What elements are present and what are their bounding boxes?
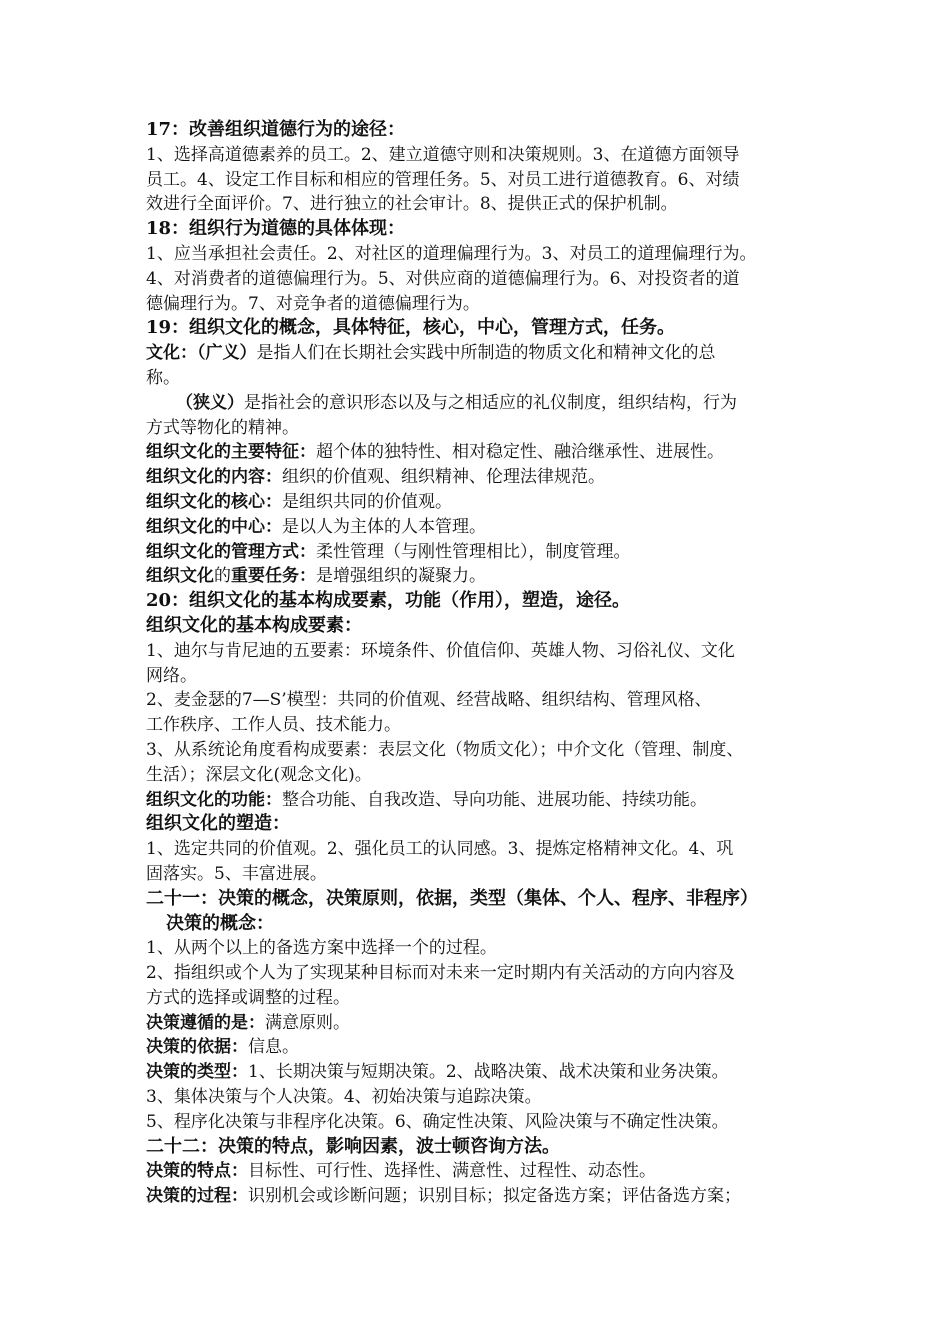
body-text: 的 bbox=[214, 566, 231, 587]
bold-heading-text: 20：组织文化的基本构成要素，功能（作用），塑造，途径。 bbox=[146, 590, 631, 612]
text-line bbox=[146, 688, 826, 713]
bold-heading-text: 决策的概念： bbox=[166, 912, 274, 934]
text-line bbox=[146, 862, 826, 887]
text-line bbox=[146, 912, 826, 937]
text-line bbox=[146, 664, 826, 689]
body-text: 是指社会的意识形态以及与之相适应的礼仪制度，组织结构，行为 bbox=[244, 392, 737, 413]
body-text: 信息。 bbox=[248, 1037, 299, 1058]
text-line bbox=[146, 564, 826, 589]
text-line bbox=[146, 1110, 826, 1135]
text-line bbox=[146, 589, 826, 614]
body-text: 方式的选择或调整的过程。 bbox=[146, 987, 350, 1008]
text-line bbox=[146, 961, 826, 986]
body-text: 3、从系统论角度看构成要素：表层文化（物质文化）；中介文化（管理、制度、 bbox=[146, 739, 744, 760]
text-line bbox=[146, 490, 826, 515]
bold-heading-text: 二十一：决策的概念，决策原则，依据，类型（集体、个人、程序、非程序） bbox=[146, 887, 758, 909]
bold-heading-text: 二十二：决策的特点，影响因素，波士顿咨询方法。 bbox=[146, 1135, 560, 1157]
text-line bbox=[146, 1184, 826, 1209]
text-line bbox=[146, 515, 826, 540]
bold-heading-text: 决策的特点： bbox=[146, 1161, 248, 1182]
text-line bbox=[146, 936, 826, 961]
text-line bbox=[146, 267, 826, 292]
body-text: 1、长期决策与短期决策。2、战略决策、战术决策和业务决策。 bbox=[248, 1062, 729, 1083]
body-text: 2、麦金瑟的7—S’模型：共同的价值观、经营战略、组织结构、管理风格、 bbox=[146, 690, 712, 711]
text-line bbox=[146, 763, 826, 788]
text-line bbox=[146, 416, 826, 441]
text-line bbox=[146, 440, 826, 465]
body-text: 效进行全面评价。7、进行独立的社会审计。8、提供正式的保护机制。 bbox=[146, 194, 678, 215]
bold-heading-text: 组织文化的功能： bbox=[146, 789, 282, 810]
text-line bbox=[146, 1060, 826, 1085]
text-line bbox=[146, 639, 826, 664]
body-text: 2、指组织或个人为了实现某种目标而对未来一定时期内有关活动的方向内容及 bbox=[146, 963, 735, 984]
body-text: 是以人为主体的人本管理。 bbox=[282, 516, 486, 537]
text-line bbox=[146, 1135, 826, 1160]
bold-heading-text: 组织文化的塑造： bbox=[146, 813, 290, 835]
text-line bbox=[146, 738, 826, 763]
bold-heading-text: 组织文化的基本构成要素： bbox=[146, 614, 362, 636]
bold-heading-text: 19：组织文化的概念，具体特征，核心，中心，管理方式，任务。 bbox=[146, 317, 676, 339]
bold-heading-text: 组织文化 bbox=[146, 566, 214, 587]
text-line bbox=[146, 366, 826, 391]
body-text: 1、应当承担社会责任。2、对社区的道理偏理行为。3、对员工的道理偏理行为。 bbox=[146, 243, 757, 264]
text-line bbox=[146, 614, 826, 639]
text-line bbox=[146, 217, 826, 242]
bold-heading-text: 组织文化的中心： bbox=[146, 516, 282, 537]
bold-heading-text: 组织文化的管理方式： bbox=[146, 541, 316, 562]
body-text: 满意原则。 bbox=[265, 1012, 350, 1033]
text-line bbox=[146, 887, 826, 912]
body-text: 整合功能、自我改造、导向功能、进展功能、持续功能。 bbox=[282, 789, 707, 810]
body-text: 超个体的独特性、相对稳定性、融洽继承性、进展性。 bbox=[316, 442, 724, 463]
bold-heading-text: 17：改善组织道德行为的途径： bbox=[146, 119, 406, 140]
text-line bbox=[146, 391, 826, 416]
body-text: 1、迪尔与肯尼迪的五要素：环境条件、价值信仰、英雄人物、习俗礼仪、文化 bbox=[146, 640, 735, 661]
body-text: 员工。4、设定工作目标和相应的管理任务。5、对员工进行道德教育。6、对绩 bbox=[146, 169, 740, 190]
text-line bbox=[146, 143, 826, 168]
body-text: 目标性、可行性、选择性、满意性、过程性、动态性。 bbox=[248, 1161, 656, 1182]
text-line bbox=[146, 540, 826, 565]
text-line bbox=[146, 1085, 826, 1110]
bold-heading-text: 组织文化的核心： bbox=[146, 491, 282, 512]
bold-heading-text: 组织文化的内容： bbox=[146, 467, 282, 488]
bold-heading-text: 决策遵循的是： bbox=[146, 1012, 265, 1033]
bold-heading-text: 组织文化的主要特征： bbox=[146, 442, 316, 463]
text-line bbox=[146, 316, 826, 341]
body-text: 生活）；深层文化(观念文化)。 bbox=[146, 764, 372, 785]
text-line bbox=[146, 242, 826, 267]
text-line bbox=[146, 788, 826, 813]
body-text: 德偏理行为。7、对竞争者的道德偏理行为。 bbox=[146, 293, 480, 314]
body-text: 4、对消费者的道德偏理行为。5、对供应商的道德偏理行为。6、对投资者的道 bbox=[146, 268, 740, 289]
text-line bbox=[146, 118, 826, 143]
body-text: 是增强组织的凝聚力。 bbox=[316, 566, 486, 587]
text-line bbox=[146, 341, 826, 366]
text-line bbox=[146, 1035, 826, 1060]
text-line bbox=[146, 986, 826, 1011]
body-text: 组织的价值观、组织精神、伦理法律规范。 bbox=[282, 467, 605, 488]
body-text: 1、选择高道德素养的员工。2、建立道德守则和决策规则。3、在道德方面领导 bbox=[146, 144, 740, 165]
text-line bbox=[146, 1159, 826, 1184]
body-text: 工作秩序、工作人员、技术能力。 bbox=[146, 715, 401, 736]
body-text: 称。 bbox=[146, 367, 180, 388]
bold-heading-text: （狭义） bbox=[176, 392, 244, 413]
text-line bbox=[146, 1011, 826, 1036]
bold-heading-text: 决策的类型： bbox=[146, 1062, 248, 1083]
bold-heading-text: 文化：（广义） bbox=[146, 343, 257, 364]
text-line bbox=[146, 292, 826, 317]
text-line bbox=[146, 465, 826, 490]
bold-heading-text: 决策的过程： bbox=[146, 1186, 248, 1207]
body-text: 1、从两个以上的备选方案中选择一个的过程。 bbox=[146, 938, 497, 959]
body-text: 3、集体决策与个人决策。4、初始决策与追踪决策。 bbox=[146, 1087, 542, 1108]
body-text: 1、选定共同的价值观。2、强化员工的认同感。3、提炼定格精神文化。4、巩 bbox=[146, 839, 734, 860]
body-text: 是指人们在长期社会实践中所制造的物质文化和精神文化的总 bbox=[256, 343, 716, 364]
body-text: 固落实。5、丰富进展。 bbox=[146, 863, 327, 884]
text-line bbox=[146, 812, 826, 837]
body-text: 5、程序化决策与非程序化决策。6、确定性决策、风险决策与不确定性决策。 bbox=[146, 1111, 729, 1132]
document-body bbox=[146, 118, 826, 1209]
text-line bbox=[146, 837, 826, 862]
text-line bbox=[146, 192, 826, 217]
bold-heading-text: 18：组织行为道德的具体体现： bbox=[146, 218, 406, 240]
bold-heading-text: 决策的依据： bbox=[146, 1037, 248, 1058]
text-line bbox=[146, 713, 826, 738]
body-text: 识别机会或诊断问题；识别目标；拟定备选方案；评估备选方案； bbox=[248, 1186, 741, 1207]
body-text: 方式等物化的精神。 bbox=[146, 417, 299, 438]
bold-heading-text: 重要任务： bbox=[231, 566, 316, 587]
body-text: 网络。 bbox=[146, 665, 197, 686]
body-text: 柔性管理（与刚性管理相比），制度管理。 bbox=[316, 541, 631, 562]
text-line bbox=[146, 168, 826, 193]
body-text: 是组织共同的价值观。 bbox=[282, 491, 452, 512]
